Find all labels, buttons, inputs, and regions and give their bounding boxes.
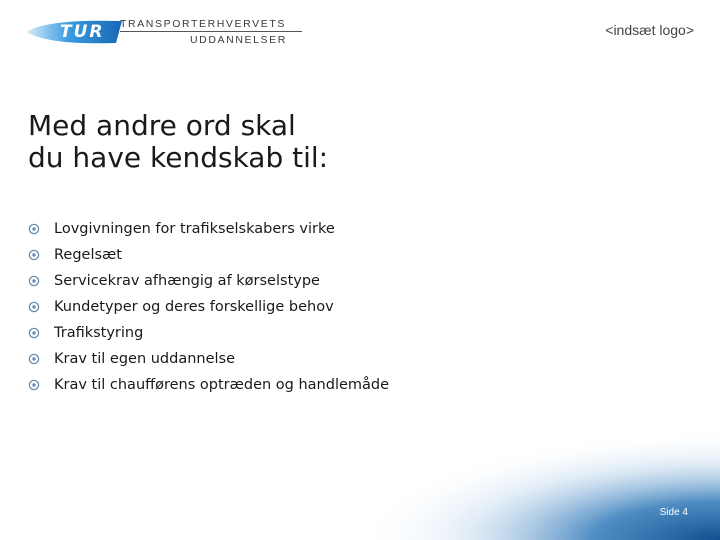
logo-line-1: TRANSPORTERHVERVETS	[120, 18, 286, 30]
company-logo	[24, 14, 314, 48]
list-item	[28, 346, 389, 372]
title-line-2: du have kendskab til:	[28, 141, 329, 174]
list-item	[28, 242, 389, 268]
slide-title[interactable]	[28, 110, 588, 174]
circled-dot-icon	[28, 353, 40, 365]
page-number: Side 4	[659, 507, 688, 518]
logo-mark-text: TUR	[60, 22, 105, 42]
circled-dot-icon	[28, 379, 40, 391]
bullet-text: Kundetyper og deres forskellige behov	[54, 299, 334, 315]
bullet-text: Trafikstyring	[54, 325, 144, 341]
logo-placeholder[interactable]: <indsæt logo>	[605, 22, 694, 38]
title-line-1: Med andre ord skal	[28, 109, 296, 142]
bullet-text: Krav til chaufførens optræden og handlemåde	[54, 377, 390, 393]
list-item	[28, 294, 389, 320]
logo-divider	[120, 31, 302, 32]
circled-dot-icon	[28, 249, 40, 261]
circled-dot-icon	[28, 301, 40, 313]
footer-gradient	[360, 430, 720, 540]
list-item	[28, 320, 389, 346]
circled-dot-icon	[28, 275, 40, 287]
circled-dot-icon	[28, 223, 40, 235]
list-item	[28, 372, 389, 398]
circled-dot-icon	[28, 327, 40, 339]
bullet-text: Servicekrav afhængig af kørselstype	[54, 273, 320, 289]
list-item	[28, 268, 389, 294]
bullet-text: Regelsæt	[54, 247, 122, 263]
list-item	[28, 216, 389, 242]
bullet-text: Krav til egen uddannelse	[54, 351, 236, 367]
bullet-text: Lovgivningen for trafikselskabers virke	[54, 221, 335, 237]
logo-line-2: UDDANNELSER	[190, 34, 287, 46]
bullet-list[interactable]	[28, 216, 389, 398]
